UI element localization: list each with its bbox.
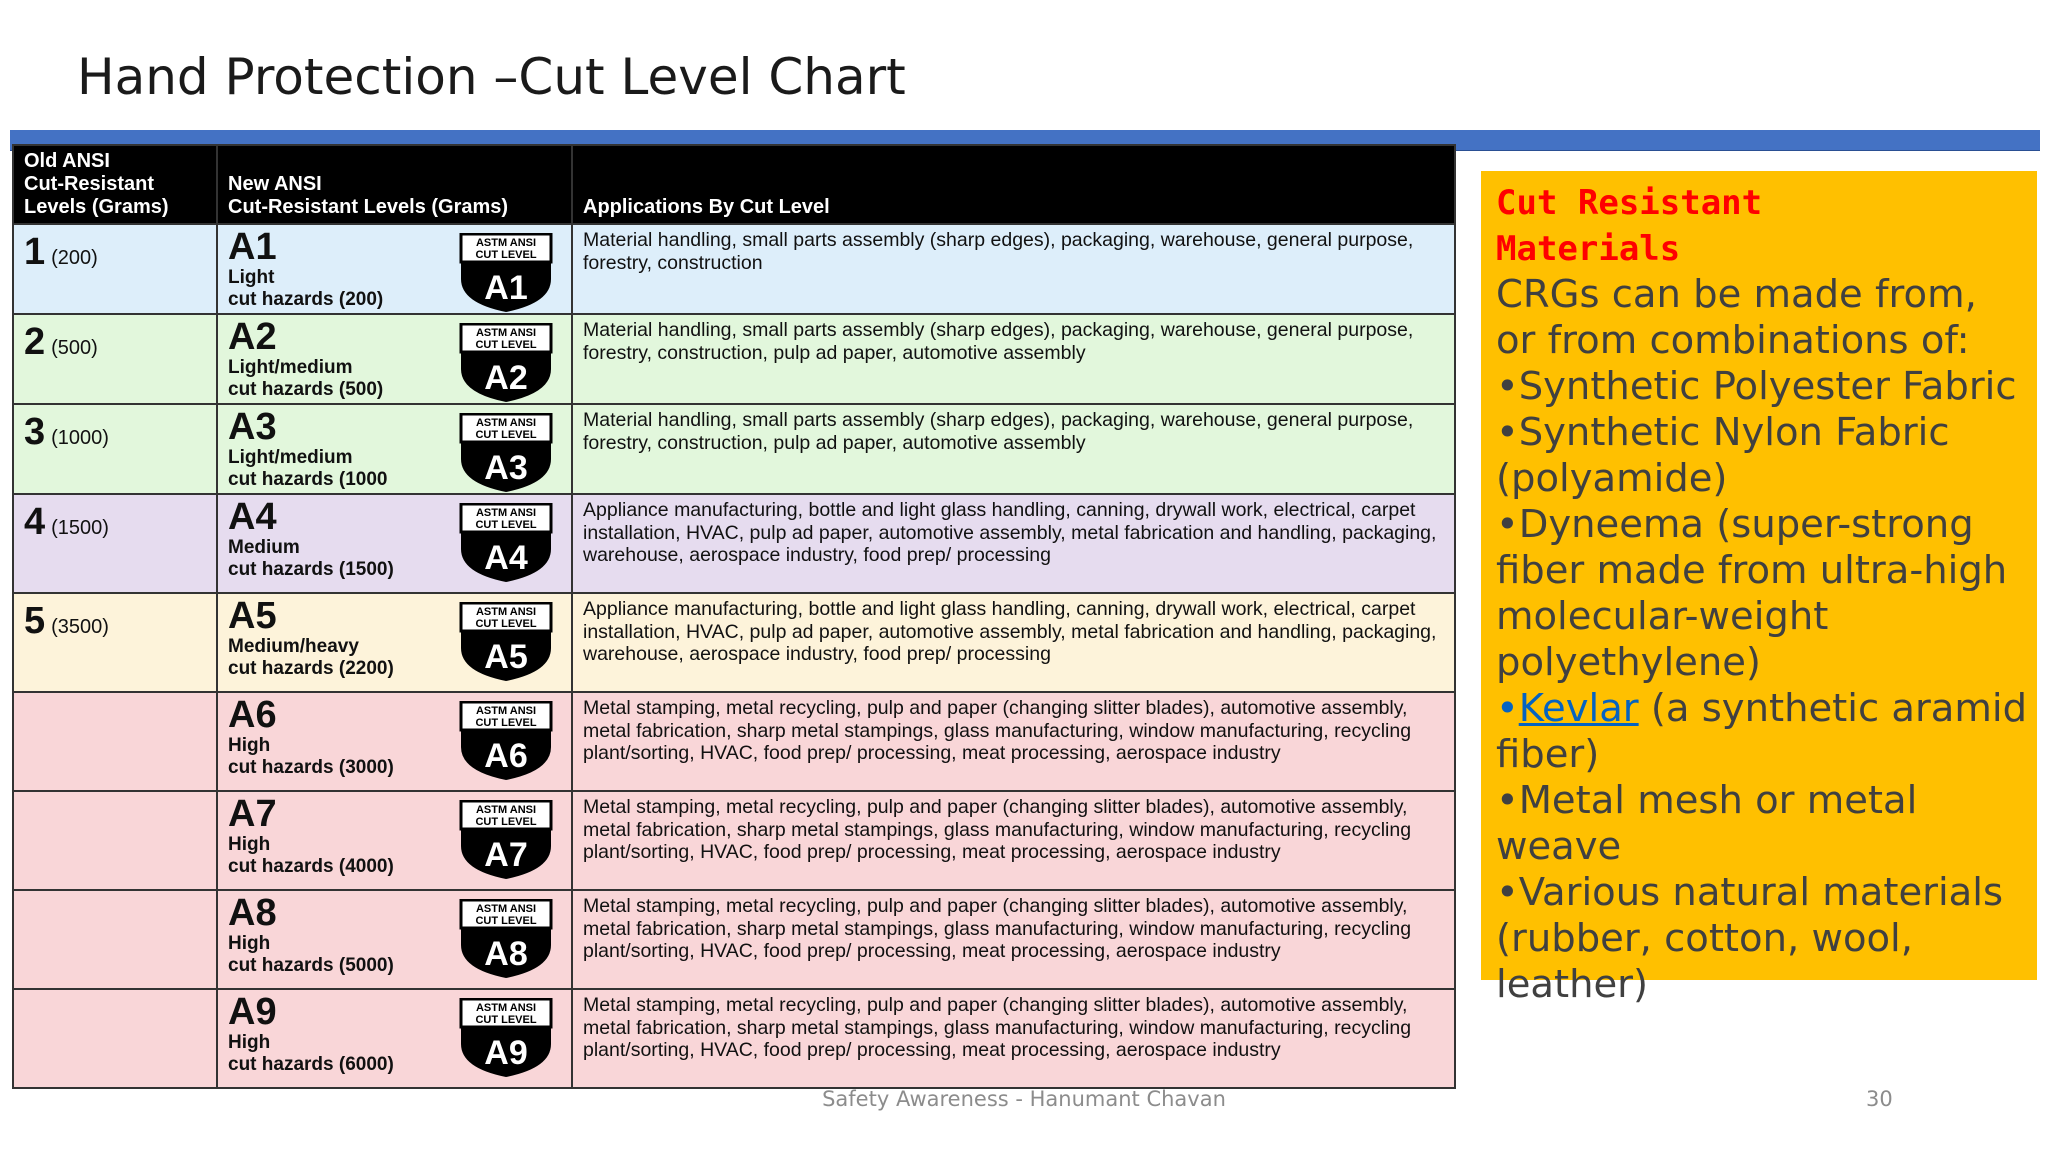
badge-level-code: A6 <box>484 737 528 775</box>
table-row <box>13 314 1455 404</box>
new-level-description: High cut hazards (3000) <box>228 735 394 778</box>
old-level-grams: (200) <box>51 247 98 269</box>
badge-level-code: A8 <box>484 935 528 973</box>
old-level-cell <box>13 692 217 791</box>
old-level-cell <box>13 314 217 404</box>
applications-cell: Metal stamping, metal recycling, pulp and paper (changing slitter blades), automotive assembly, metal fabrication, sharp metal stampings, glass manufacturing, window manufacturing, recycling plant/sorting, HVAC, food prep/ processing, meat processing, aerospace industry <box>572 989 1455 1088</box>
new-level-code: A8 <box>228 892 277 934</box>
badge-line-1: ASTM ANSI <box>475 1002 537 1014</box>
new-level-description: Light/medium cut hazards (500) <box>228 357 384 400</box>
old-level-cell <box>13 224 217 314</box>
new-level-code: A5 <box>228 595 277 637</box>
old-level-cell <box>13 989 217 1088</box>
badge-line-1: ASTM ANSI <box>475 606 537 618</box>
badge-line-1: ASTM ANSI <box>475 237 537 249</box>
material-nylon-detail: (polyamide) <box>1496 456 1728 501</box>
badge-level-code: A3 <box>484 449 528 487</box>
material-polyester: •Synthetic Polyester Fabric <box>1496 364 2017 409</box>
cut-level-badge <box>459 998 553 1078</box>
old-level-cell <box>13 494 217 593</box>
kevlar-link[interactable]: Kevlar <box>1518 686 1639 731</box>
new-level-code: A9 <box>228 991 277 1033</box>
material-natural-detail-2: leather) <box>1496 962 1649 1007</box>
cut-level-badge <box>459 413 553 493</box>
slide-title: Hand Protection –Cut Level Chart <box>77 48 906 106</box>
badge-line-2: CUT LEVEL <box>475 339 537 351</box>
new-level-description: High cut hazards (6000) <box>228 1032 394 1075</box>
new-level-cell <box>217 314 572 404</box>
applications-cell: Metal stamping, metal recycling, pulp and paper (changing slitter blades), automotive assembly, metal fabrication, sharp metal stampings, glass manufacturing, window manufacturing, recycling plant/sorting, HVAC, food prep/ processing, meat processing, aerospace industry <box>572 692 1455 791</box>
new-level-code: A2 <box>228 316 277 358</box>
old-level-cell <box>13 890 217 989</box>
new-level-cell <box>217 791 572 890</box>
header-old-ansi: Old ANSI Cut-Resistant Levels (Grams) <box>13 145 217 224</box>
cut-level-badge <box>459 503 553 583</box>
cut-level-badge <box>459 800 553 880</box>
badge-line-2: CUT LEVEL <box>475 1014 537 1026</box>
new-level-cell <box>217 404 572 494</box>
applications-cell: Metal stamping, metal recycling, pulp and paper (changing slitter blades), automotive assembly, metal fabrication, sharp metal stampings, glass manufacturing, window manufacturing, recycling plant/sorting, HVAC, food prep/ processing, meat processing, aerospace industry <box>572 791 1455 890</box>
new-level-description: Medium cut hazards (1500) <box>228 537 394 580</box>
new-level-cell <box>217 593 572 692</box>
badge-line-1: ASTM ANSI <box>475 804 537 816</box>
page-number: 30 <box>1866 1087 1893 1111</box>
kevlar-bullet: • <box>1496 686 1519 731</box>
badge-level-code: A4 <box>484 539 528 577</box>
new-level-code: A3 <box>228 406 277 448</box>
badge-line-2: CUT LEVEL <box>475 816 537 828</box>
old-level-number: 3 <box>24 411 46 453</box>
old-level-number: 4 <box>24 501 46 543</box>
badge-line-2: CUT LEVEL <box>475 915 537 927</box>
intro-line-2: or from combinations of: <box>1496 318 1970 363</box>
new-level-cell <box>217 692 572 791</box>
applications-cell: Metal stamping, metal recycling, pulp and paper (changing slitter blades), automotive assembly, metal fabrication, sharp metal stampings, glass manufacturing, window manufacturing, recycling plant/sorting, HVAC, food prep/ processing, meat processing, aerospace industry <box>572 890 1455 989</box>
cut-level-badge <box>459 233 553 313</box>
badge-line-2: CUT LEVEL <box>475 249 537 261</box>
badge-line-2: CUT LEVEL <box>475 429 537 441</box>
new-level-code: A4 <box>228 496 277 538</box>
applications-cell: Material handling, small parts assembly (sharp edges), packaging, warehouse, general purpose, forestry, construction, pulp ad paper, automotive assembly <box>572 404 1455 494</box>
table-row <box>13 989 1455 1088</box>
material-metal-mesh: •Metal mesh or metal <box>1496 778 1918 823</box>
table-row <box>13 890 1455 989</box>
old-level-cell <box>13 791 217 890</box>
new-level-description: High cut hazards (5000) <box>228 933 394 976</box>
old-level-cell <box>13 404 217 494</box>
badge-level-code: A2 <box>484 359 528 397</box>
badge-line-1: ASTM ANSI <box>475 903 537 915</box>
table-row <box>13 791 1455 890</box>
materials-heading-1: Cut Resistant <box>1496 183 1763 223</box>
old-level-grams: (1000) <box>51 427 109 449</box>
table-header-row <box>13 145 1455 224</box>
new-level-code: A7 <box>228 793 277 835</box>
badge-level-code: A7 <box>484 836 528 874</box>
intro-line-1: CRGs can be made from, <box>1496 272 1977 317</box>
new-level-description: High cut hazards (4000) <box>228 834 394 877</box>
cut-resistant-materials-text <box>1496 180 2036 1008</box>
footer-text: Safety Awareness - Hanumant Chavan <box>822 1087 1226 1111</box>
material-natural-detail-1: (rubber, cotton, wool, <box>1496 916 1913 961</box>
old-level-grams: (500) <box>51 337 98 359</box>
new-level-cell <box>217 224 572 314</box>
cut-level-badge <box>459 899 553 979</box>
table-row <box>13 494 1455 593</box>
badge-line-2: CUT LEVEL <box>475 618 537 630</box>
old-level-grams: (1500) <box>51 517 109 539</box>
cut-level-badge <box>459 701 553 781</box>
header-applications: Applications By Cut Level <box>572 145 1455 224</box>
cut-level-badge <box>459 323 553 403</box>
material-dyneema-detail-1: fiber made from ultra-high <box>1496 548 2008 593</box>
material-dyneema: •Dyneema (super-strong <box>1496 502 1974 547</box>
new-level-description: Light/medium cut hazards (1000 <box>228 447 388 490</box>
material-natural: •Various natural materials <box>1496 870 2004 915</box>
material-dyneema-detail-3: polyethylene) <box>1496 640 1761 685</box>
badge-line-1: ASTM ANSI <box>475 327 537 339</box>
cut-level-badge <box>459 602 553 682</box>
applications-cell: Material handling, small parts assembly (sharp edges), packaging, warehouse, general purpose, forestry, construction, pulp ad paper, automotive assembly <box>572 314 1455 404</box>
header-new-ansi: New ANSI Cut-Resistant Levels (Grams) <box>217 145 572 224</box>
badge-line-1: ASTM ANSI <box>475 417 537 429</box>
new-level-description: Medium/heavy cut hazards (2200) <box>228 636 394 679</box>
applications-cell: Appliance manufacturing, bottle and light glass handling, canning, drywall work, electrical, carpet installation, HVAC, pulp ad paper, automotive assembly, metal fabrication and handling, packaging, warehouse, aerospace industry, food prep/ processing <box>572 494 1455 593</box>
old-level-grams: (3500) <box>51 616 109 638</box>
badge-line-1: ASTM ANSI <box>475 705 537 717</box>
new-level-cell <box>217 494 572 593</box>
table-row <box>13 404 1455 494</box>
new-level-cell <box>217 890 572 989</box>
new-level-cell <box>217 989 572 1088</box>
material-kevlar <box>1496 686 2036 732</box>
old-level-number: 1 <box>24 231 46 273</box>
table-row <box>13 692 1455 791</box>
applications-cell: Material handling, small parts assembly (sharp edges), packaging, warehouse, general purpose, forestry, construction <box>572 224 1455 314</box>
material-nylon: •Synthetic Nylon Fabric <box>1496 410 1950 455</box>
badge-line-1: ASTM ANSI <box>475 507 537 519</box>
table-row <box>13 224 1455 314</box>
material-kevlar-detail: fiber) <box>1496 732 1600 777</box>
cut-level-table <box>12 144 1456 1089</box>
applications-cell: Appliance manufacturing, bottle and light glass handling, canning, drywall work, electrical, carpet installation, HVAC, pulp ad paper, automotive assembly, metal fabrication and handling, packaging, warehouse, aerospace industry, food prep/ processing <box>572 593 1455 692</box>
new-level-code: A6 <box>228 694 277 736</box>
materials-heading-2: Materials <box>1496 229 1681 269</box>
old-level-number: 2 <box>24 321 46 363</box>
old-level-cell <box>13 593 217 692</box>
new-level-code: A1 <box>228 226 277 268</box>
material-metal-mesh-detail: weave <box>1496 824 1622 869</box>
badge-level-code: A5 <box>484 638 528 676</box>
material-dyneema-detail-2: molecular-weight <box>1496 594 1829 639</box>
kevlar-description: (a synthetic aramid <box>1638 686 2028 731</box>
badge-level-code: A1 <box>484 269 528 307</box>
old-level-number: 5 <box>24 600 46 642</box>
badge-line-2: CUT LEVEL <box>475 717 537 729</box>
new-level-description: Light cut hazards (200) <box>228 267 384 310</box>
badge-level-code: A9 <box>484 1034 528 1072</box>
table-row <box>13 593 1455 692</box>
badge-line-2: CUT LEVEL <box>475 519 537 531</box>
